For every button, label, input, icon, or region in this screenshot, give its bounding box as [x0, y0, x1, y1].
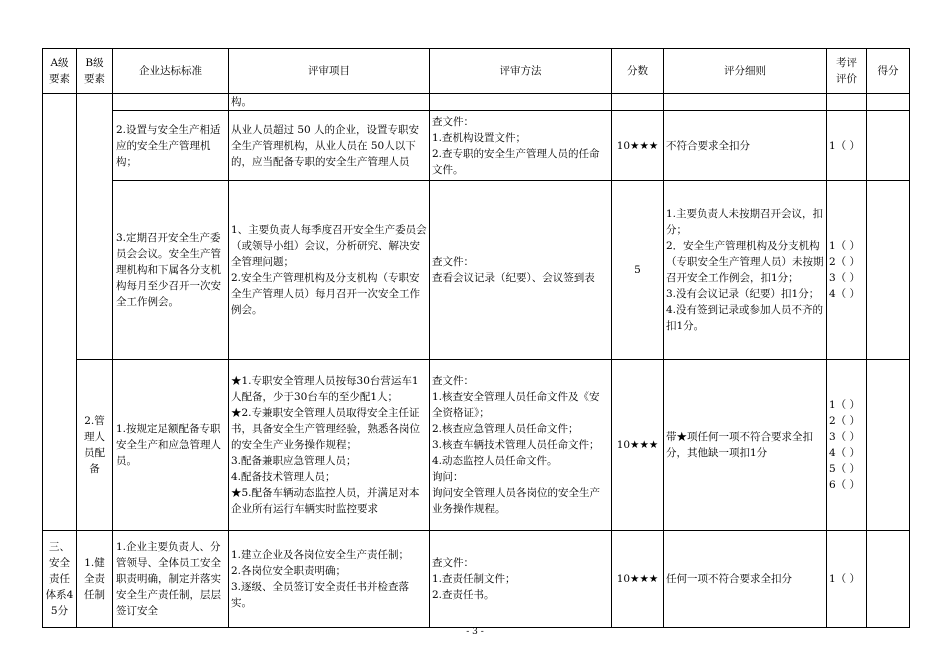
detail-cell: 带★项任何一项不符合要求全扣分，其他缺一项扣1分: [664, 360, 827, 531]
header-b-level: B级 要素: [77, 49, 113, 94]
got-cell: [867, 531, 910, 628]
item-cell: 构。: [229, 94, 430, 111]
method-cell: 查文件： 1.查机构设置文件； 2.查专职的安全生产管理人员的任命文件。: [430, 111, 612, 181]
score-cell: 5: [612, 181, 664, 360]
a-level-cell: 三、安全责任体系45分: [43, 531, 77, 628]
evaluation-table: [42, 48, 910, 628]
table-row: [43, 531, 910, 628]
score-cell: [612, 94, 664, 111]
item-cell: 1、主要负责人每季度召开安全生产委员会（或领导小组）会议，分析研究、解决安全管理问题； 2.安全生产管理机构及分支机构（专职安全生产管理人员）每月召开一次安全工作例会。: [229, 181, 430, 360]
header-standard: 企业达标标准: [113, 49, 229, 94]
eval-cell: 1（ ）: [827, 531, 867, 628]
a-level-cell: [43, 94, 77, 531]
got-cell: [867, 94, 910, 111]
table-row: [43, 94, 910, 111]
page-number: - 3 -: [466, 627, 484, 637]
score-cell: 10★★★: [612, 531, 664, 628]
header-a-level: A级 要素: [43, 49, 77, 94]
item-cell: ★1.专职安全管理人员按每30台营运车1人配备，少于30台车的至少配1人； ★2.专兼职安全管理人员取得安全主任证书，具备安全生产管理经验，熟悉各岗位的安全生产业务操作规程； 3.配备兼职应急管理人员； 4.配备技术管理人员； ★5.配备车辆动态监控人员，并满足对本企业所有运行车辆实时监控要求: [229, 360, 430, 531]
detail-cell: 不符合要求全扣分: [664, 111, 827, 181]
standard-cell: [113, 94, 229, 111]
header-row: [43, 49, 910, 94]
got-cell: [867, 360, 910, 531]
header-score: 分数: [612, 49, 664, 94]
detail-cell: 1.主要负责人未按期召开会议，扣分； 2．安全生产管理机构及分支机构（专职安全生产管理人员）未按期召开安全工作例会，扣1分； 3.没有会议记录（纪要）扣1分； 4.没有签到记录或参加人员不齐的扣1分。: [664, 181, 827, 360]
header-eval: 考评 评价: [827, 49, 867, 94]
b-level-cell: [77, 94, 113, 360]
got-cell: [867, 111, 910, 181]
standard-cell: 2.设置与安全生产相适应的安全生产管理机构；: [113, 111, 229, 181]
method-cell: [430, 94, 612, 111]
table-row: [43, 360, 910, 531]
eval-cell: 1（ ） 2（ ） 3（ ） 4（ ） 5（ ） 6（ ）: [827, 360, 867, 531]
header-detail: 评分细则: [664, 49, 827, 94]
method-cell: 查文件： 查看会议记录（纪要）、会议签到表: [430, 181, 612, 360]
eval-cell: [827, 94, 867, 111]
eval-cell: 1（ ） 2（ ） 3（ ） 4（ ）: [827, 181, 867, 360]
score-cell: 10★★★: [612, 360, 664, 531]
method-cell: 查文件： 1.核查安全管理人员任命文件及《安全资格证》； 2.核查应急管理人员任命文件； 3.核查车辆技术管理人员任命文件； 4.动态监控人员任命文件。 询问： 询问安全管理人员各岗位的安全生产业务操作规程。: [430, 360, 612, 531]
table-row: [43, 111, 910, 181]
b-level-cell: 2.管理人员配备: [77, 360, 113, 531]
header-got: 得分: [867, 49, 910, 94]
detail-cell: [664, 94, 827, 111]
standard-cell: 1.企业主要负责人、分管领导、全体员工安全职责明确，制定并落实安全生产责任制，层层签订安全: [113, 531, 229, 628]
item-cell: 从业人员超过 50 人的企业，设置专职安全生产管理机构，从业人员在 50人以下的，应当配备专职的安全生产管理人员: [229, 111, 430, 181]
got-cell: [867, 181, 910, 360]
score-cell: 10★★★: [612, 111, 664, 181]
eval-cell: 1（ ）: [827, 111, 867, 181]
detail-cell: 任何一项不符合要求全扣分: [664, 531, 827, 628]
header-item: 评审项目: [229, 49, 430, 94]
b-level-cell: 1.健全责任制: [77, 531, 113, 628]
header-method: 评审方法: [430, 49, 612, 94]
item-cell: 1.建立企业及各岗位安全生产责任制； 2.各岗位安全职责明确； 3.逐级、全员签订安全责任书并检查落实。: [229, 531, 430, 628]
table-row: [43, 181, 910, 360]
method-cell: 查文件： 1.查责任制文件； 2.查责任书。: [430, 531, 612, 628]
standard-cell: 3.定期召开安全生产委员会会议。安全生产管理机构和下属各分支机构每月至少召开一次安全工作例会。: [113, 181, 229, 360]
standard-cell: 1.按规定足额配备专职安全生产和应急管理人员。: [113, 360, 229, 531]
